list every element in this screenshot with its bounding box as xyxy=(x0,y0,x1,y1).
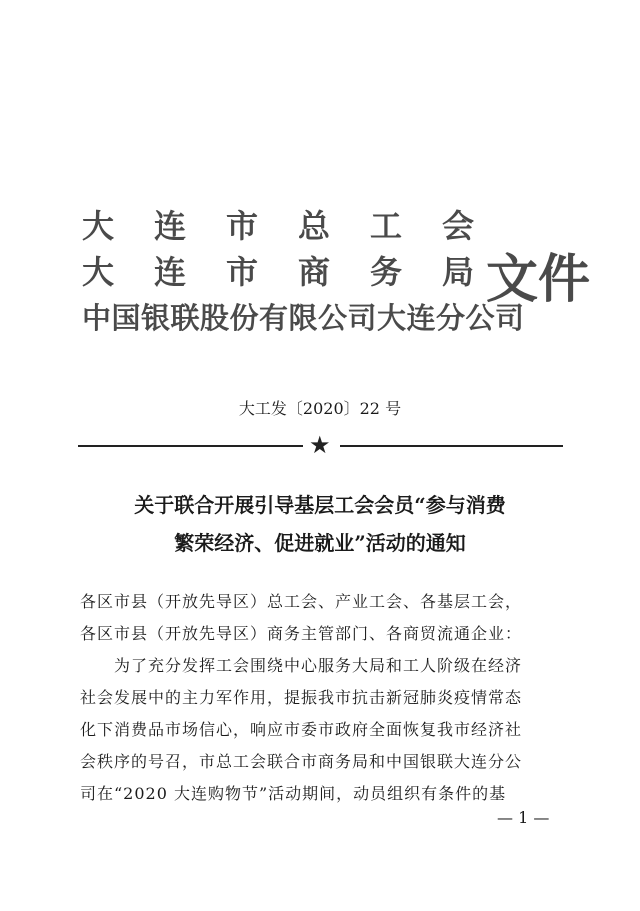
issuer-unionpay: 中国银联股份有限公司大连分公司 xyxy=(82,301,525,335)
issuer-commerce-bureau: 大 连 市 商 务 局 xyxy=(82,253,474,291)
separator-rule-right xyxy=(340,445,563,447)
paragraph-line: 司在“2020 大连购物节”活动期间，动员组织有条件的基 xyxy=(80,784,507,803)
addressee-line: 各区市县（开放先导区）商务主管部门、各商贸流通企业： xyxy=(80,624,523,643)
separator-rule-left xyxy=(78,445,303,447)
paragraph-line: 化下消费品市场信心，响应市委市政府全面恢复我市经济社 xyxy=(80,720,523,739)
paragraph-line: 为了充分发挥工会围绕中心服务大局和工人阶级在经济 xyxy=(80,656,523,675)
document-label: 文件 xyxy=(486,250,591,310)
addressee-block xyxy=(80,586,562,650)
addressee-line: 各区市县（开放先导区）总工会、产业工会、各基层工会， xyxy=(80,592,523,611)
notice-title-line-2: 繁荣经济、促进就业”活动的通知 xyxy=(174,531,466,555)
body-paragraph xyxy=(80,650,562,810)
notice-title-line-1: 关于联合开展引导基层工会会员“参与消费 xyxy=(134,493,506,517)
document-number: 大工发〔2020〕22 号 xyxy=(238,399,402,418)
star-icon: ★ xyxy=(309,431,331,459)
issuer-block xyxy=(82,203,525,341)
page-number: — 1 — xyxy=(497,808,550,827)
paragraph-line: 社会发展中的主力军作用，提振我市抗击新冠肺炎疫情常态 xyxy=(80,688,523,707)
issuer-trade-union: 大 连 市 总 工 会 xyxy=(82,207,474,245)
paragraph-line: 会秩序的号召，市总工会联合市商务局和中国银联大连分公 xyxy=(80,752,523,771)
